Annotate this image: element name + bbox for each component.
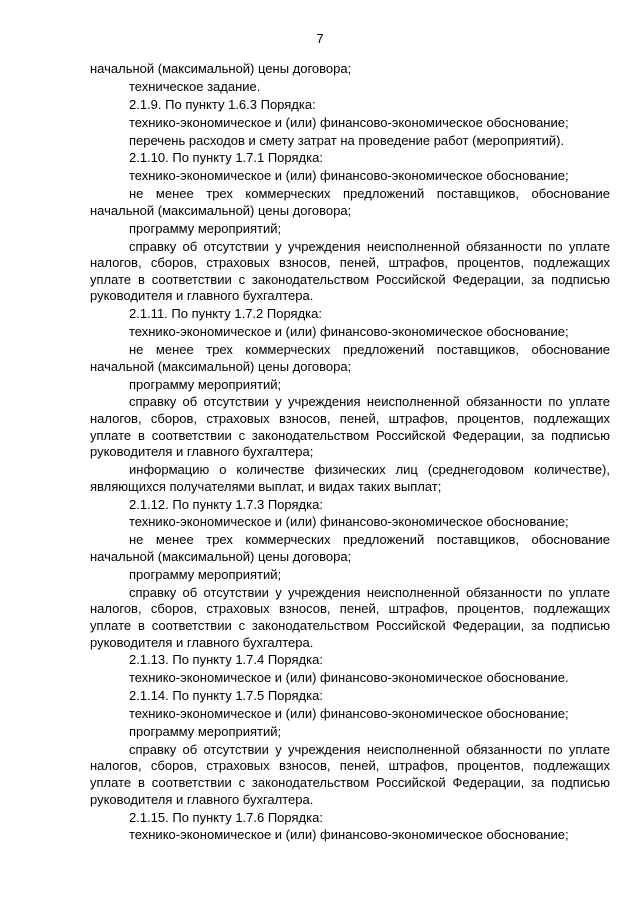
paragraph: справку об отсутствии у учреждения неисполненной обязанности по уплате налогов, сборов, страховых взносов, пеней, штрафов, процентов, подлежащих уплате в соответствии с законодательством Российской Федерации, за подписью руководителя и главного бухгалтера; (90, 394, 610, 460)
paragraph: технико-экономическое и (или) финансово-экономическое обоснование; (129, 114, 569, 130)
paragraph: не менее трех коммерческих предложений поставщиков, обоснование начальной (максимальной) цены договора; (90, 342, 610, 374)
section-heading: 2.1.15. По пункту 1.7.6 Порядка: (129, 809, 323, 825)
section-heading: 2.1.9. По пункту 1.6.3 Порядка: (129, 96, 316, 112)
paragraph: перечень расходов и смету затрат на проведение работ (мероприятий). (129, 132, 565, 148)
paragraph: программу мероприятий; (129, 566, 282, 582)
paragraph: технико-экономическое и (или) финансово-экономическое обоснование; (129, 514, 569, 530)
paragraph: программу мероприятий; (129, 220, 282, 236)
paragraph: технико-экономическое и (или) финансово-экономическое обоснование; (129, 827, 569, 843)
page-number: 7 (316, 31, 324, 46)
paragraph: программу мероприятий; (129, 723, 282, 739)
section-heading: 2.1.14. По пункту 1.7.5 Порядка: (129, 688, 323, 704)
paragraph: технико-экономическое и (или) финансово-экономическое обоснование; (129, 324, 569, 340)
section-heading: 2.1.11. По пункту 1.7.2 Порядка: (129, 306, 322, 322)
paragraph: информацию о количестве физических лиц (среднегодовом количестве), являющихся получателями выплат, и видах таких выплат; (90, 462, 610, 494)
section-heading: 2.1.13. По пункту 1.7.4 Порядка: (129, 652, 323, 668)
paragraph: не менее трех коммерческих предложений поставщиков, обоснование начальной (максимальной) цены договора; (90, 532, 610, 564)
paragraph: справку об отсутствии у учреждения неисполненной обязанности по уплате налогов, сборов, страховых взносов, пеней, штрафов, процентов, подлежащих уплате в соответствии с законодательством Российской Федерации, за подписью руководителя и главного бухгалтера. (90, 238, 610, 304)
paragraph: не менее трех коммерческих предложений поставщиков, обоснование начальной (максимальной) цены договора; (90, 186, 610, 218)
paragraph: программу мероприятий; (129, 376, 282, 392)
paragraph: технико-экономическое и (или) финансово-экономическое обоснование. (129, 670, 569, 686)
paragraph: справку об отсутствии у учреждения неисполненной обязанности по уплате налогов, сборов, страховых взносов, пеней, штрафов, процентов, подлежащих уплате в соответствии с законодательством Российской Федерации, за подписью руководителя и главного бухгалтера. (90, 584, 610, 650)
document-body (90, 61, 610, 844)
paragraph: технико-экономическое и (или) финансово-экономическое обоснование; (129, 706, 569, 722)
paragraph: технико-экономическое и (или) финансово-экономическое обоснование; (129, 168, 569, 184)
paragraph: начальной (максимальной) цены договора; (90, 61, 352, 76)
section-heading: 2.1.10. По пункту 1.7.1 Порядка: (129, 150, 323, 166)
section-heading: 2.1.12. По пункту 1.7.3 Порядка: (129, 496, 323, 512)
paragraph: справку об отсутствии у учреждения неисполненной обязанности по уплате налогов, сборов, страховых взносов, пеней, штрафов, процентов, подлежащих уплате в соответствии с законодательством Российской Федерации, за подписью руководителя и главного бухгалтера. (90, 741, 610, 807)
paragraph: техническое задание. (129, 78, 261, 94)
